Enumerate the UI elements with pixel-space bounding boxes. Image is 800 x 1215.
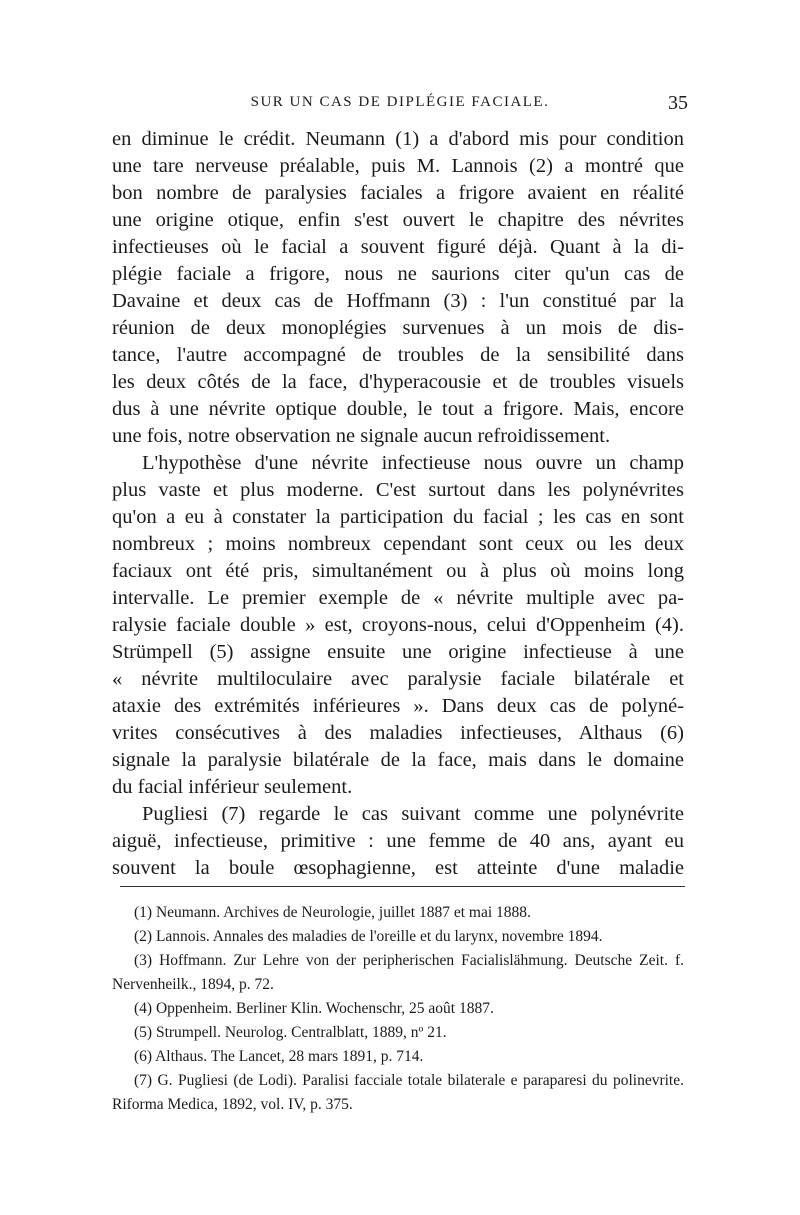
text-line: ralysie faciale double » est, croyons-nous, celui d'Oppenheim (4). [112,614,684,636]
body-text [112,126,684,882]
text-line: infectieuses où le facial a souvent figuré déjà. Quant à la di- [112,236,684,258]
text-line: signale la paralysie bilatérale de la face, mais dans le domaine [112,749,684,771]
page-number: 35 [668,92,688,114]
footnote-7: (7) G. Pugliesi (de Lodi). Paralisi facciale totale bilaterale e paraparesi du polinevrite. Riforma Medica, 1892, vol. IV, p. 375. [112,1072,684,1113]
running-head: SUR UN CAS DE DIPLÉGIE FACIALE. [250,94,550,110]
text-line: en diminue le crédit. Neumann (1) a d'abord mis pour condition [112,128,684,150]
footnote-6: (6) Althaus. The Lancet, 28 mars 1891, p. 714. [134,1048,424,1065]
text-line: « névrite multiloculaire avec paralysie faciale bilatérale et [112,668,684,690]
text-line: Strümpell (5) assigne ensuite une origine infectieuse à une [112,641,684,663]
text-line: qu'on a eu à constater la participation du facial ; les cas en sont [112,506,684,528]
text-line: réunion de deux monoplégies survenues à un mois de dis- [112,317,684,339]
paragraph-1 [112,126,684,450]
paragraph-2 [112,450,684,801]
footnote-2: (2) Lannois. Annales des maladies de l'oreille et du larynx, novembre 1894. [134,928,603,945]
text-line: bon nombre de paralysies faciales a frigore avaient en réalité [112,182,684,204]
text-line: nombreux ; moins nombreux cependant sont ceux ou les deux [112,533,684,555]
text-line: ataxie des extrémités inférieures ». Dans deux cas de polyné- [112,695,684,717]
footnote-1: (1) Neumann. Archives de Neurologie, juillet 1887 et mai 1888. [134,904,531,921]
text-line: faciaux ont été pris, simultanément ou à plus où moins long [112,560,684,582]
text-line: du facial inférieur seulement. [112,776,353,798]
text-line: une tare nerveuse préalable, puis M. Lannois (2) a montré que [112,155,684,177]
text-line: aiguë, infectieuse, primitive : une femme de 40 ans, ayant eu [112,830,684,852]
text-line: vrites consécutives à des maladies infectieuses, Althaus (6) [112,722,684,744]
text-line: plégie faciale a frigore, nous ne saurions citer qu'un cas de [112,263,684,285]
footnote-4: (4) Oppenheim. Berliner Klin. Wochenschr, 25 août 1887. [134,1000,494,1017]
text-line: dus à une névrite optique double, le tout a frigore. Mais, encore [112,398,684,420]
text-line: Pugliesi (7) regarde le cas suivant comme une polynévrite [142,803,684,825]
page-header [0,94,800,122]
text-line: tance, l'autre accompagné de troubles de la sensibilité dans [112,344,684,366]
text-line: souvent la boule œsophagienne, est atteinte d'une maladie [112,857,684,879]
footnote-divider [120,886,685,887]
text-line: intervalle. Le premier exemple de « névrite multiple avec pa- [112,587,684,609]
text-line: une origine otique, enfin s'est ouvert le chapitre des névrites [112,209,684,231]
footnote-3: (3) Hoffmann. Zur Lehre von der peripherischen Facialislähmung. Deutsche Zeit. f. Nervenheilk., 1894, p. 72. [112,952,684,993]
paragraph-3 [112,801,684,882]
footnotes [112,901,684,1117]
text-line: une fois, notre observation ne signale aucun refroidissement. [112,425,611,447]
text-line: plus vaste et plus moderne. C'est surtout dans les polynévrites [112,479,684,501]
footnote-5: (5) Strumpell. Neurolog. Centralblatt, 1889, nº 21. [134,1024,447,1041]
text-line: les deux côtés de la face, d'hyperacousie et de troubles visuels [112,371,684,393]
text-line: L'hypothèse d'une névrite infectieuse nous ouvre un champ [142,452,684,474]
text-line: Davaine et deux cas de Hoffmann (3) : l'un constitué par la [112,290,684,312]
